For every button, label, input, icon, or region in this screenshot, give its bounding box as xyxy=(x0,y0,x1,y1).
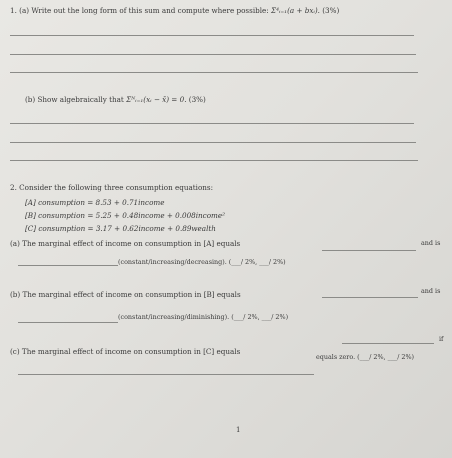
q2c-tail: if xyxy=(439,335,444,343)
q1b-points: (3%) xyxy=(186,95,206,104)
equation-c: [C] consumption = 3.17 + 0.62income + 0.89wealth xyxy=(25,224,216,233)
q2a-line1: (a) The marginal effect of income on consumption in [A] equals xyxy=(10,239,241,248)
answer-line xyxy=(10,142,416,143)
answer-blank xyxy=(322,250,416,251)
q2c-line1: (c) The marginal effect of income on consumption in [C] equals xyxy=(10,347,241,356)
q2a-tail: and is xyxy=(421,239,441,247)
q1b-formula: Σᴺᵢ₌₁(xᵢ − x̄) = 0. xyxy=(126,95,187,104)
q2b-line2: (constant/increasing/diminishing). (___/ 2%, ___/ 2%) xyxy=(118,313,289,321)
answer-line xyxy=(10,35,414,36)
q1a-lead: 1. (a) Write out the long form of this sum and compute where possible: xyxy=(10,6,271,15)
equation-b: [B] consumption = 5.25 + 0.48income + 0.008income² xyxy=(25,211,225,220)
q2b-tail: and is xyxy=(421,287,441,295)
answer-blank xyxy=(18,265,118,266)
q1b-lead: (b) Show algebraically that xyxy=(25,95,127,104)
answer-line xyxy=(10,160,418,161)
q2-intro: 2. Consider the following three consumption equations: xyxy=(10,183,214,192)
q1a-text xyxy=(10,7,339,14)
answer-line xyxy=(10,72,418,73)
q2b-line1: (b) The marginal effect of income on consumption in [B] equals xyxy=(10,290,241,299)
answer-blank xyxy=(18,374,314,375)
q1b-text xyxy=(25,96,206,103)
answer-line xyxy=(10,54,416,55)
q2a-line2: (constant/increasing/decreasing). (___/ 2%, ___/ 2%) xyxy=(118,258,286,266)
answer-blank xyxy=(322,297,418,298)
page-number: 1 xyxy=(236,426,241,434)
q1a-formula: Σ⁴ᵢ₌₁(a + bxᵢ). xyxy=(270,6,320,15)
answer-line xyxy=(10,123,414,124)
answer-blank xyxy=(18,322,118,323)
equation-a: [A] consumption = 8.53 + 0.71income xyxy=(25,198,165,207)
q2c-line2: equals zero. (___/ 2%, ___/ 2%) xyxy=(316,353,415,361)
q1a-points: (3%) xyxy=(319,6,340,15)
answer-blank xyxy=(342,343,434,344)
